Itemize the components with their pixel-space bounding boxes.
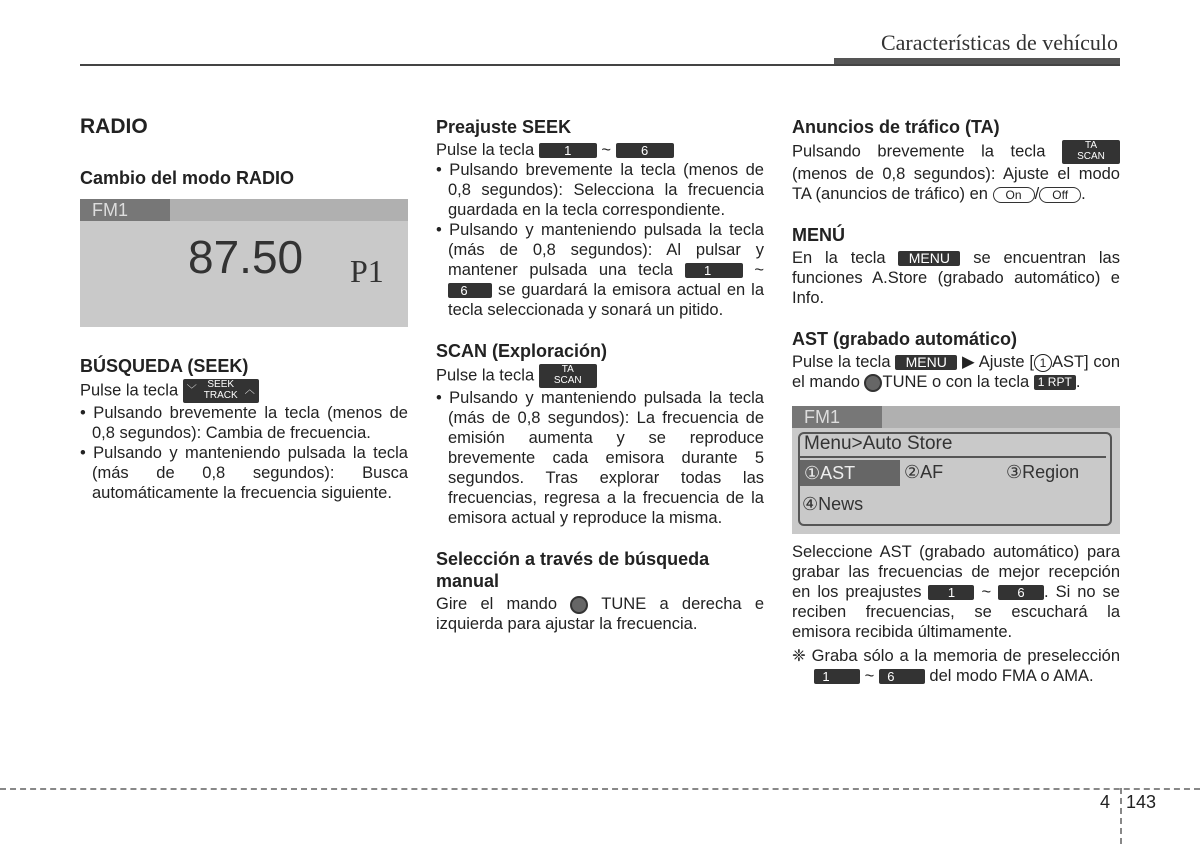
tune-knob-icon xyxy=(864,374,882,392)
slash: / xyxy=(1034,185,1040,203)
ast-text xyxy=(792,352,1120,392)
band-label: FM1 xyxy=(792,406,882,428)
preset-key-1: 1 xyxy=(814,669,860,684)
manual-text-b: TUNE a derecha e izquierda para ajustar la frecuencia. xyxy=(436,595,764,633)
preset-bullet-2 xyxy=(436,220,764,320)
preset-key-1: 1 xyxy=(928,585,974,600)
seek-intro xyxy=(80,379,408,403)
ta-text-a: Pulsando brevemente la tecla xyxy=(792,142,1046,161)
manual-text xyxy=(436,594,764,634)
select-text-a: Seleccione AST (grabado automático) para grabar las frecuencias de mejor recepción en los preajustes xyxy=(792,543,1120,601)
tilde: ~ xyxy=(864,667,875,685)
page-number: 143 xyxy=(1126,792,1157,812)
tilde: ~ xyxy=(981,583,992,601)
display-strip xyxy=(170,199,408,221)
preset-readout: P1 xyxy=(350,253,384,289)
note-text-a: ❈ Graba sólo a la memoria de preselección xyxy=(792,647,1120,665)
ta-scan-key xyxy=(1062,140,1120,164)
chevron-down-icon: ﹀ xyxy=(186,385,197,396)
select-text xyxy=(792,542,1120,642)
preset-key-1: 1 xyxy=(685,263,743,278)
column-3 xyxy=(792,112,1120,686)
ta-key-top: TA xyxy=(561,364,574,375)
header-rule xyxy=(80,64,1120,66)
option-af: ②AF xyxy=(904,462,944,482)
on-pill: On xyxy=(993,187,1035,203)
ta-heading: Anuncios de tráfico (TA) xyxy=(792,117,1000,137)
period: . xyxy=(1081,185,1086,203)
option-ast: ①AST xyxy=(800,460,900,486)
seek-key-top: SEEK xyxy=(207,379,235,390)
preset-heading: Preajuste SEEK xyxy=(436,117,572,137)
preset-intro xyxy=(436,140,764,160)
seek-intro-text: Pulse la tecla xyxy=(80,381,179,400)
ast-text-d: TUNE o con la tecla xyxy=(882,373,1030,391)
chevron-up-icon: ︿ xyxy=(244,385,255,396)
footer-divider xyxy=(1120,788,1122,844)
scan-heading: SCAN (Exploración) xyxy=(436,341,608,361)
tilde: ~ xyxy=(754,261,765,279)
seek-bullet-1: • Pulsando brevemente la tecla (menos de 0,8 segundos): Cambia de frecuencia. xyxy=(80,404,408,442)
ast-text-a: Pulse la tecla xyxy=(792,353,891,371)
ta-text xyxy=(792,140,1120,204)
menu-heading: MENÚ xyxy=(792,225,845,245)
preset-key-6: 6 xyxy=(616,143,674,158)
ta-key-bottom: SCAN xyxy=(1077,151,1105,162)
scan-bullet-1: • Pulsando y manteniendo pulsada la tecla (más de 0,8 segundos): La frecuencia de emisión aumenta y se reproduce brevemente cada emisora durante 5 segundos. Tras explorar todas las frecuencias, regresa a la frecuencia de la emisora actual y reproduce la misma. xyxy=(436,389,764,527)
tilde: ~ xyxy=(601,141,611,159)
frequency-readout: 87.50 xyxy=(188,231,304,283)
ta-key-top: TA xyxy=(1084,140,1098,151)
footer-rule xyxy=(0,788,1200,790)
off-pill: Off xyxy=(1039,187,1081,203)
preset-bullet-1: • Pulsando brevemente la tecla (menos de 0,8 segundos): Selecciona la frecuencia guardada en la tecla correspondiente. xyxy=(436,161,764,219)
seek-heading: BÚSQUEDA (SEEK) xyxy=(80,356,249,376)
menu-text-b: se encuentran las funciones A.Store (grabado automático) e Info. xyxy=(792,249,1120,307)
ast-text-c: AST] con el mando xyxy=(792,353,1120,391)
rpt-key: 1 RPT xyxy=(1034,375,1076,390)
scan-intro-text: Pulse la tecla xyxy=(436,366,535,385)
note-text xyxy=(792,646,1120,686)
scan-intro xyxy=(436,364,764,388)
preset-key-6: 6 xyxy=(998,585,1044,600)
auto-store-display xyxy=(792,406,1120,534)
menu-title: Menu>Auto Store xyxy=(804,433,953,454)
note-text-b: del modo FMA o AMA. xyxy=(929,667,1094,685)
preset-key-6: 6 xyxy=(879,669,925,684)
manual-heading: Selección a través de búsqueda manual xyxy=(436,549,710,591)
column-1 xyxy=(80,112,408,503)
seek-track-key xyxy=(183,379,259,403)
period: . xyxy=(1075,373,1081,391)
seek-key-bottom: TRACK xyxy=(203,390,238,401)
preset-intro-text: Pulse la tecla xyxy=(436,141,535,159)
band-label: FM1 xyxy=(80,199,170,221)
tune-knob-icon xyxy=(570,596,588,614)
ta-key-bottom: SCAN xyxy=(553,375,582,386)
menu-divider xyxy=(800,456,1106,458)
option-region: ③Region xyxy=(1006,462,1080,482)
mode-heading: Cambio del modo RADIO xyxy=(80,168,295,188)
ta-scan-key xyxy=(539,364,597,388)
preset-key-1: 1 xyxy=(539,143,597,158)
manual-text-a: Gire el mando xyxy=(436,595,558,613)
circled-number: 1 xyxy=(1034,354,1052,372)
header-title: Características de vehículo xyxy=(880,30,1118,55)
radio-title: RADIO xyxy=(80,115,148,138)
radio-display xyxy=(80,199,408,327)
option-news: ④News xyxy=(802,494,864,514)
seek-bullet-2: • Pulsando y manteniendo pulsada la tecla (más de 0,8 segundos): Busca automáticamente la frecuencia siguiente. xyxy=(80,444,408,502)
menu-key: MENU xyxy=(898,251,960,266)
preset-bullet-2-a: • Pulsando y manteniendo pulsada la tecla (más de 0,8 segundos): Al pulsar y mantener pulsada una tecla xyxy=(436,221,764,279)
preset-bullet-2-b: se guardará la emisora actual en la tecla seleccionada y sonará un pitido. xyxy=(448,281,764,319)
select-text-b: . Si no se reciben frecuencias, se escuchará la emisora recibida últimamente. xyxy=(792,583,1120,641)
display-strip xyxy=(882,406,1120,428)
ast-heading: AST (grabado automático) xyxy=(792,329,1018,349)
menu-text xyxy=(792,248,1120,308)
ast-text-b: ▶ Ajuste [ xyxy=(962,353,1034,371)
chapter-number: 4 xyxy=(1100,792,1111,812)
ta-text-b: (menos de 0,8 segundos): Ajuste el modo TA (anuncios de tráfico) en xyxy=(792,165,1120,203)
column-2 xyxy=(436,112,764,634)
menu-key: MENU xyxy=(895,355,957,370)
preset-key-6: 6 xyxy=(448,283,492,298)
menu-text-a: En la tecla xyxy=(792,249,886,267)
